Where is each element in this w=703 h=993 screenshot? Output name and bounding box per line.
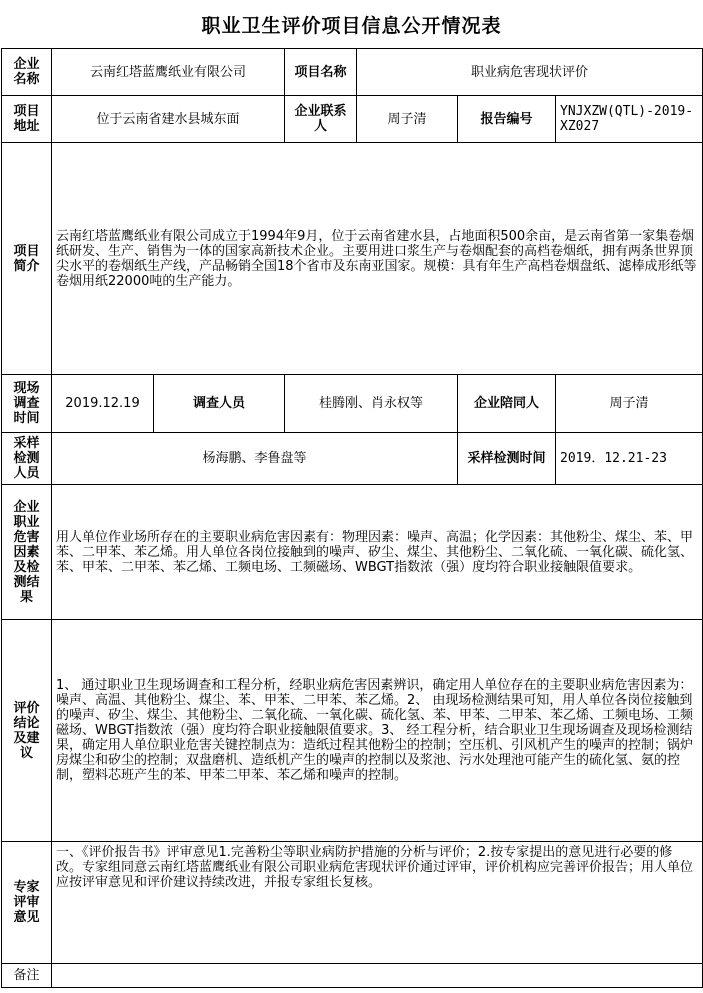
row-hazard xyxy=(2,485,703,620)
sampling-time-label: 采样检测时间 xyxy=(458,433,556,485)
row-expert xyxy=(2,842,703,964)
investigator-label: 调查人员 xyxy=(154,375,285,433)
remark-label: 备注 xyxy=(2,964,52,988)
conclusion-text: 1、 通过职业卫生现场调查和工程分析，经职业病危害因素辨识，确定用人单位存在的主要职业病危害因素为：噪声、高温、其他粉尘、煤尘、苯、甲苯、二甲苯、苯乙烯。2、 由现场检测结果可知，用人单位各岗位接触到的噪声、矽尘、煤尘、其他粉尘、二氧化硫、一氧化碳、硫化氢、苯、甲苯、二甲苯、苯乙烯、工频电场、工频磁场、WBGT指数浓（强）度均符合职业接触限值要求。3、 经工程分析，结合职业卫生现场调查及现场检测结果，确定用人单位职业危害关键控制点为：造纸过程其他粉尘的控制；空压机、引风机产生的噪声的控制；锅炉房煤尘和矽尘的控制；双盘磨机、造纸机产生的噪声的控制以及浆池、污水处理池可能产生的硫化氢、氨的控制，塑料芯班产生的苯、甲苯二甲苯、苯乙烯和噪声的控制。 xyxy=(52,620,703,842)
project-name-value: 职业病危害现状评价 xyxy=(357,49,703,96)
survey-time-value: 2019.12.19 xyxy=(52,375,154,433)
sampling-time-value: 2019．12.21-23 xyxy=(556,433,703,485)
row-enterprise xyxy=(2,49,703,96)
row-remark xyxy=(2,964,703,988)
hazard-label: 企业职业危害因素及检测结果 xyxy=(2,485,52,620)
project-address-label: 项目地址 xyxy=(2,96,52,143)
row-address xyxy=(2,96,703,143)
conclusion-label: 评价结论及建议 xyxy=(2,620,52,842)
info-table xyxy=(1,48,703,988)
enterprise-name-value: 云南红塔蓝鹰纸业有限公司 xyxy=(52,49,285,96)
project-address-value: 位于云南省建水县城东面 xyxy=(52,96,285,143)
row-survey xyxy=(2,375,703,433)
enterprise-name-label: 企业名称 xyxy=(2,49,52,96)
report-no-label: 报告编号 xyxy=(458,96,556,143)
intro-text: 云南红塔蓝鹰纸业有限公司成立于1994年9月，位于云南省建水县，占地面积500余亩，是云南省第一家集卷烟纸研发、生产、销售为一体的国家高新技术企业。主要用进口浆生产与卷烟配套的高档卷烟纸，拥有两条世界顶尖水平的卷烟纸生产线，产品畅销全国18个省市及东南亚国家。规模：具有年生产高档卷烟盘纸、滤棒成形纸等卷烟用纸22000吨的生产能力。 xyxy=(52,143,703,375)
contact-label: 企业联系人 xyxy=(285,96,357,143)
row-conclusion xyxy=(2,620,703,842)
samplers-value: 杨海鹏、李鲁盘等 xyxy=(52,433,458,485)
escort-label: 企业陪同人 xyxy=(458,375,556,433)
survey-time-label: 现场调查时间 xyxy=(2,375,52,433)
intro-label: 项目简介 xyxy=(2,143,52,375)
expert-label: 专家评审意见 xyxy=(2,842,52,964)
hazard-text: 用人单位作业场所存在的主要职业病危害因素有：物理因素：噪声、高温；化学因素：其他粉尘、煤尘、苯、甲苯、二甲苯、苯乙烯。用人单位各岗位接触到的噪声、矽尘、煤尘、其他粉尘、二氧化硫、一氧化碳、硫化氢、苯、甲苯、二甲苯、苯乙烯、工频电场、工频磁场、WBGT指数浓（强）度均符合职业接触限值要求。 xyxy=(52,485,703,620)
investigators-value: 桂腾刚、肖永权等 xyxy=(285,375,458,433)
document-title: 职业卫生评价项目信息公开情况表 xyxy=(201,14,502,37)
report-no-value: YNJXZW(QTL)-2019-XZ027 xyxy=(556,96,703,143)
remark-value xyxy=(52,964,703,988)
contact-value: 周子清 xyxy=(357,96,458,143)
expert-text: 一、《评价报告书》评审意见1.完善粉尘等职业病防护措施的分析与评价；2.按专家提出的意见进行必要的修改。专家组同意云南红塔蓝鹰纸业有限公司职业病危害现状评价通过评审，评价机构应完善评价报告；用人单位应按评审意见和评价建议持续改进，并报专家组长复核。 xyxy=(52,842,703,964)
project-name-label: 项目名称 xyxy=(285,49,357,96)
escort-value: 周子清 xyxy=(556,375,703,433)
row-sampling xyxy=(2,433,703,485)
sampler-label: 采样检测人员 xyxy=(2,433,52,485)
row-intro xyxy=(2,143,703,375)
